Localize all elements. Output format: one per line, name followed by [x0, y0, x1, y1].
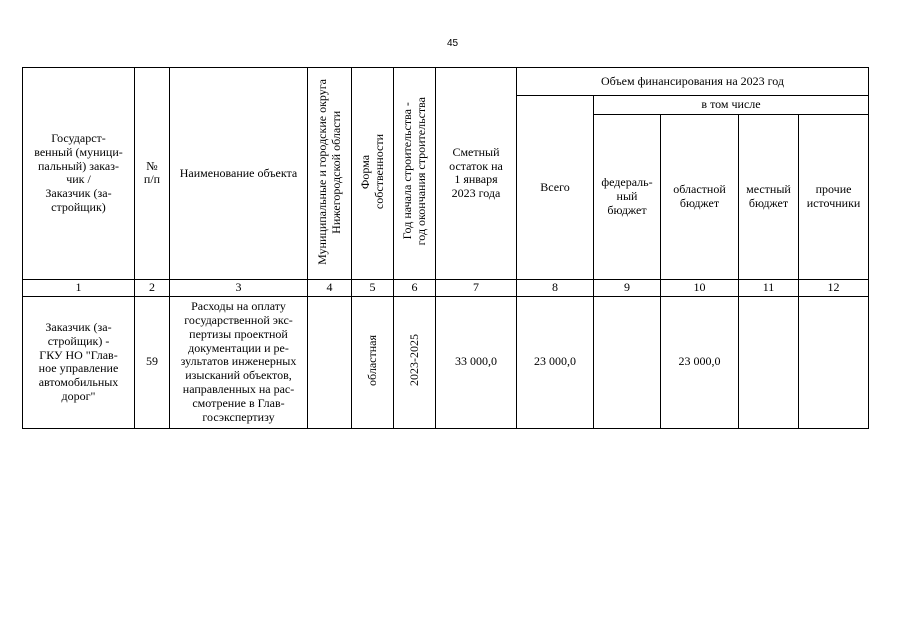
column-number: 10 — [661, 279, 739, 296]
row-other — [799, 296, 869, 428]
column-number: 5 — [352, 279, 394, 296]
header-local: местный бюджет — [739, 114, 799, 279]
column-number: 11 — [739, 279, 799, 296]
column-number: 3 — [170, 279, 308, 296]
header-number: № п/п — [135, 68, 170, 280]
column-number: 2 — [135, 279, 170, 296]
header-municipality-cell — [308, 68, 352, 280]
header-including: в том числе — [594, 96, 869, 115]
header-funding-group: Объем финансирования на 2023 год — [517, 68, 869, 96]
row-regional: 23 000,0 — [661, 296, 739, 428]
column-number: 6 — [394, 279, 436, 296]
header-other: прочие источники — [799, 114, 869, 279]
table-row — [23, 296, 869, 428]
column-number: 7 — [436, 279, 517, 296]
row-number: 59 — [135, 296, 170, 428]
row-years: 2023-2025 — [406, 334, 421, 387]
row-estimated-balance: 33 000,0 — [436, 296, 517, 428]
header-row-1 — [23, 68, 869, 96]
column-number-row — [23, 279, 869, 296]
header-total: Всего — [517, 96, 594, 280]
page-number: 45 — [446, 38, 459, 49]
column-number: 4 — [308, 279, 352, 296]
column-number: 9 — [594, 279, 661, 296]
column-number: 1 — [23, 279, 135, 296]
row-federal — [594, 296, 661, 428]
row-local — [739, 296, 799, 428]
row-object-name: Расходы на оплату государственной экс- пертизы проектной документации и ре- зультатов инженерных изысканий объектов, направленных на рас- смотрение в Глав- госэкспертизу — [170, 296, 308, 428]
financing-table — [22, 67, 869, 429]
header-years: Год начала строительства - год окончания строительства — [399, 97, 428, 246]
column-number: 12 — [799, 279, 869, 296]
row-years-cell — [394, 296, 436, 428]
column-number: 8 — [517, 279, 594, 296]
header-years-cell — [394, 68, 436, 280]
header-municipality: Муниципальные и городские округа Нижегородской области — [314, 78, 343, 265]
row-customer: Заказчик (за- стройщик) - ГКУ НО "Глав- ное управление автомобильных дорог" — [23, 296, 135, 428]
row-total: 23 000,0 — [517, 296, 594, 428]
header-regional: областной бюджет — [661, 114, 739, 279]
row-ownership: областная — [364, 334, 379, 386]
header-object-name: Наименование объекта — [170, 68, 308, 280]
header-estimated-balance: Сметный остаток на 1 января 2023 года — [436, 68, 517, 280]
header-federal: федераль- ный бюджет — [594, 114, 661, 279]
row-ownership-cell — [352, 296, 394, 428]
header-customer: Государст- венный (муници- пальный) заказ- чик / Заказчик (за- стройщик) — [23, 68, 135, 280]
header-ownership-cell — [352, 68, 394, 280]
header-ownership: Форма собственности — [357, 133, 386, 210]
row-municipality — [308, 296, 352, 428]
